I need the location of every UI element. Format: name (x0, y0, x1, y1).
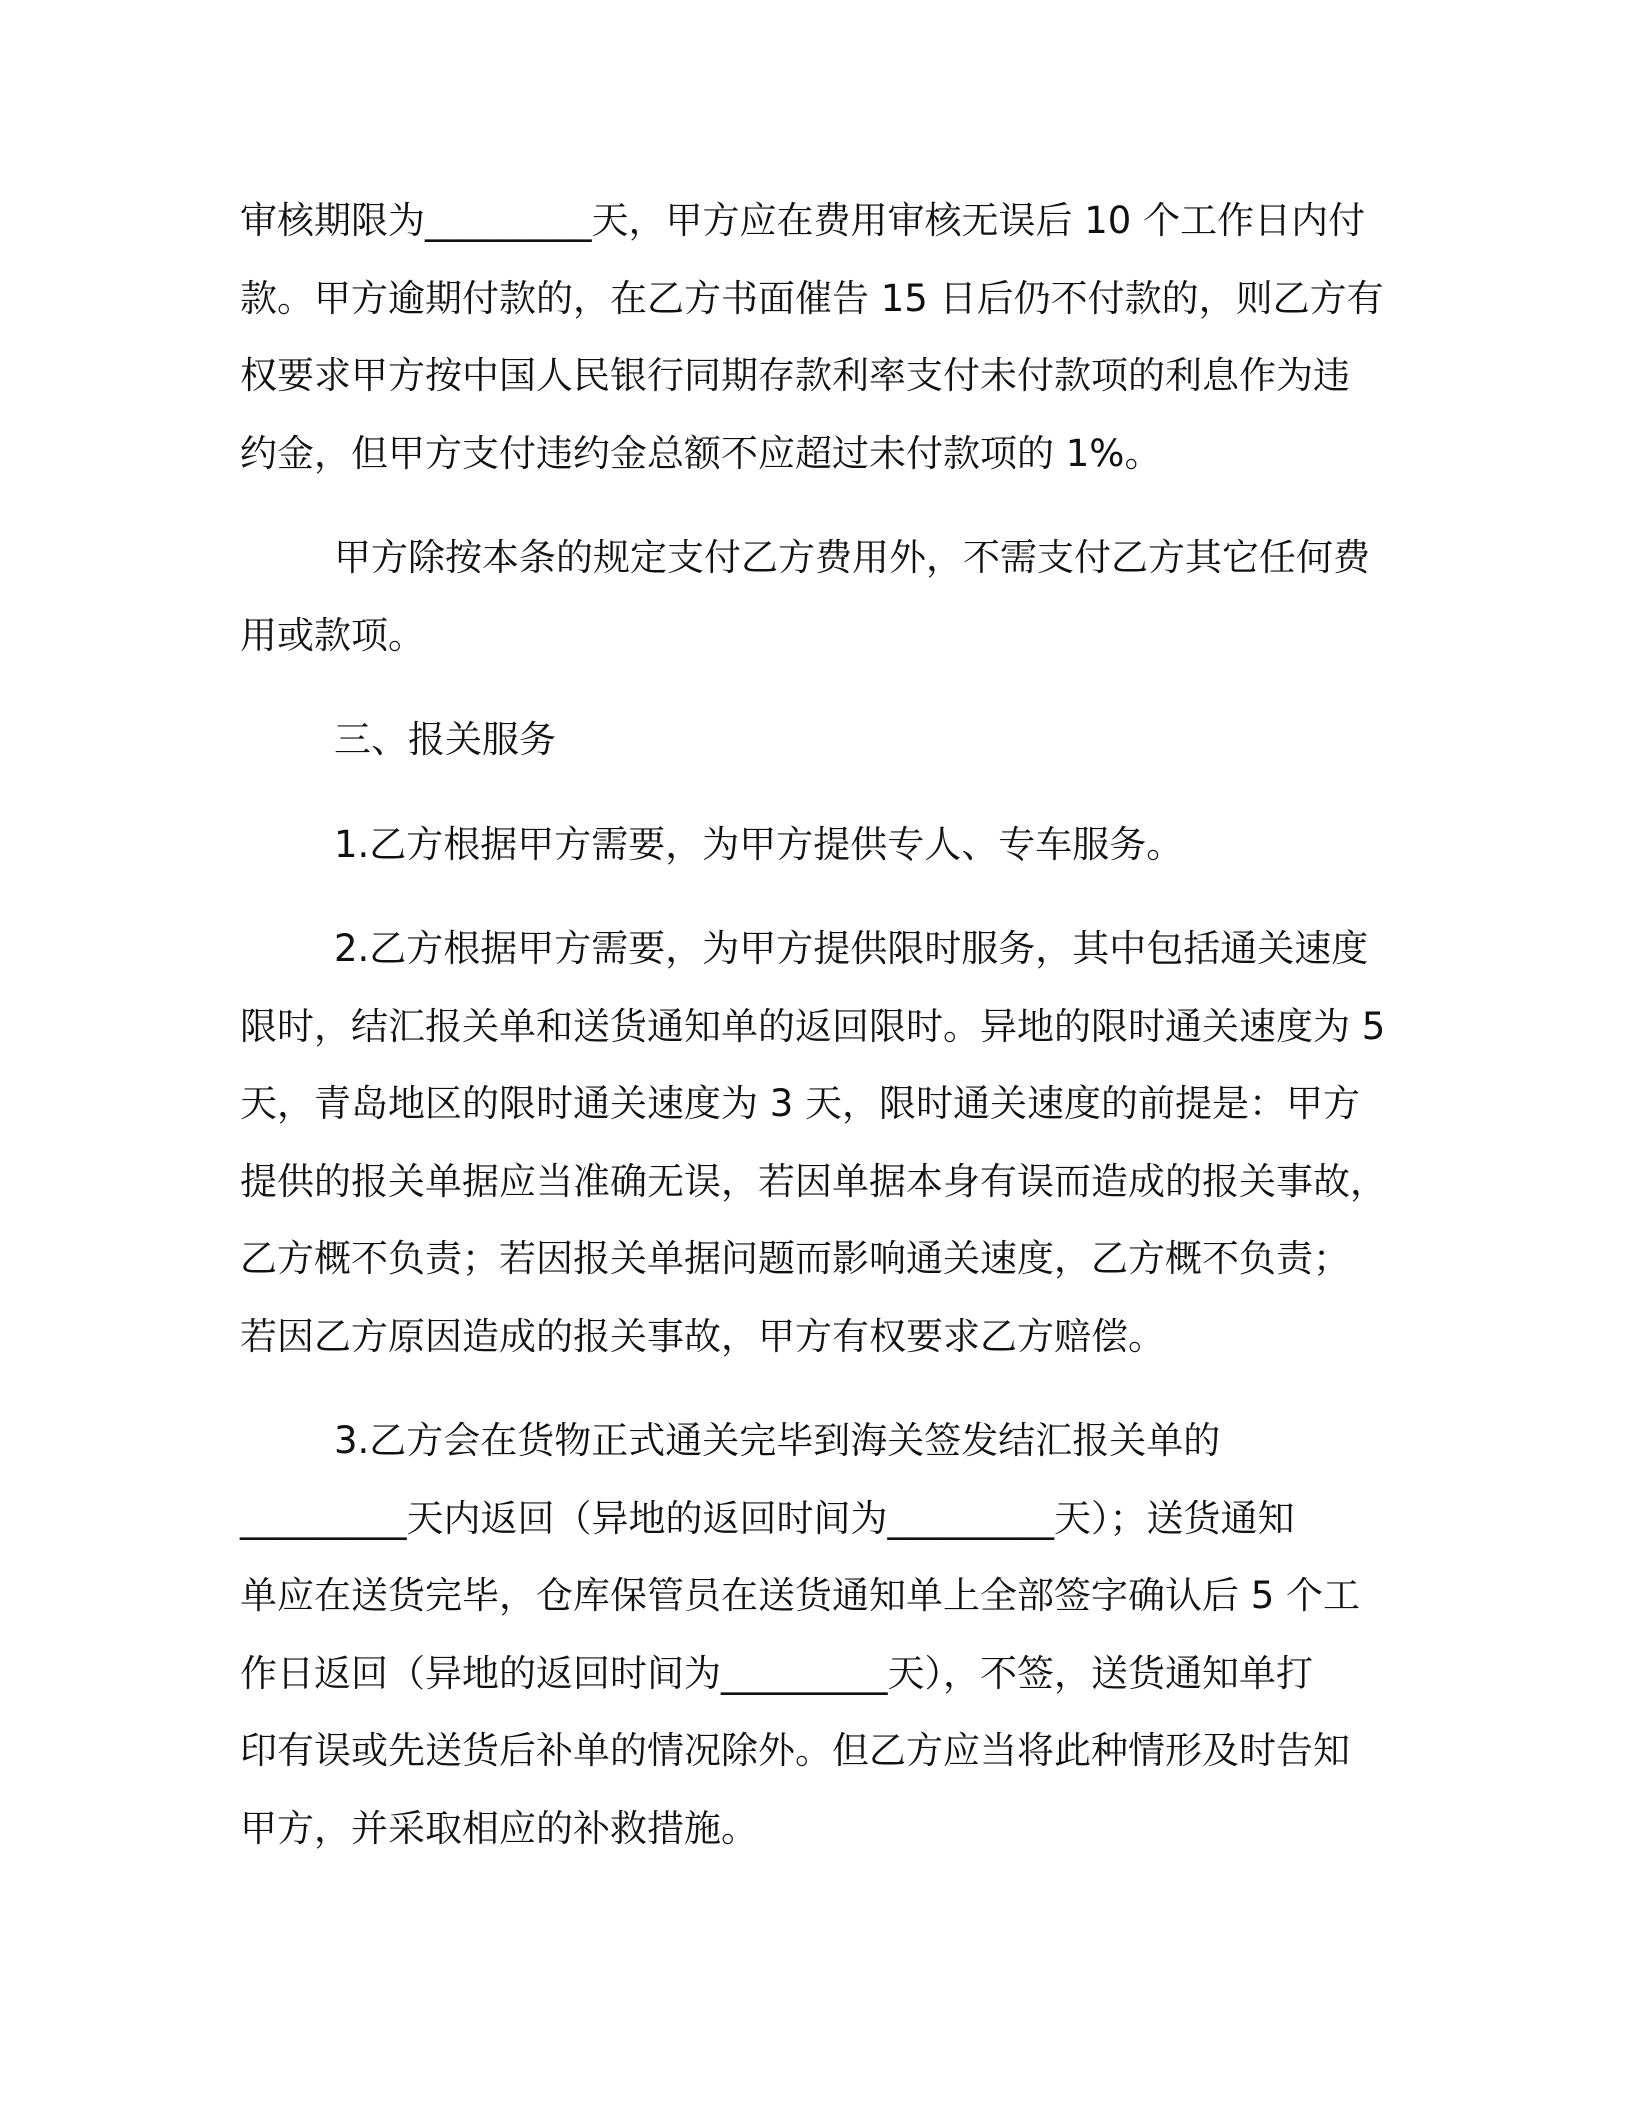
text-line: 权要求甲方按中国人民银行同期存款利率支付未付款项的利息作为违 (240, 354, 1350, 397)
paragraph-no-other-fees (240, 519, 1390, 674)
paragraph-payment-terms (240, 182, 1390, 492)
text-line: 用或款项。 (240, 613, 425, 657)
text-line: 审核期限为_________天，甲方应在费用审核无误后 10 个工作日内付 (240, 199, 1366, 242)
section-heading: 三、报关服务 (334, 718, 556, 761)
text-line: 2.乙方根据甲方需要，为甲方提供限时服务，其中包括通关速度 (334, 927, 1369, 970)
text-line: 限时，结汇报关单和送货通知单的返回限时。异地的限时通关速度为 5 (240, 1004, 1386, 1048)
text-line: 3.乙方会在货物正式通关完毕到海关签发结汇报关单的 (334, 1419, 1221, 1462)
text-line: 作日返回（异地的返回时间为_________天），不签，送货通知单打 (240, 1651, 1313, 1695)
clause-3 (240, 1402, 1390, 1867)
text-line: 约金，但甲方支付违约金总额不应超过未付款项的 1%。 (240, 431, 1162, 475)
document-body (240, 182, 1390, 1894)
text-line: 提供的报关单据应当准确无误，若因单据本身有误而造成的报关事故， (240, 1159, 1387, 1203)
text-line: _________天内返回（异地的返回时间为_________天）；送货通知 (240, 1496, 1295, 1540)
text-line: 印有误或先送货后补单的情况除外。但乙方应当将此种情形及时告知 (240, 1729, 1350, 1772)
text-line: 款。甲方逾期付款的，在乙方书面催告 15 日后仍不付款的，则乙方有 (240, 276, 1384, 320)
text-line: 乙方概不负责；若因报关单据问题而影响通关速度，乙方概不负责； (240, 1237, 1350, 1280)
text-line: 甲方除按本条的规定支付乙方费用外，不需支付乙方其它任何费 (334, 536, 1370, 579)
clause-1 (240, 806, 1390, 884)
clause-2 (240, 910, 1390, 1375)
section-heading-customs-service (240, 701, 1390, 779)
text-line: 若因乙方原因造成的报关事故，甲方有权要求乙方赔偿。 (240, 1314, 1165, 1358)
text-line: 天，青岛地区的限时通关速度为 3 天，限时通关速度的前提是：甲方 (240, 1082, 1361, 1125)
text-line: 1.乙方根据甲方需要，为甲方提供专人、专车服务。 (334, 822, 1184, 866)
text-line: 甲方，并采取相应的补救措施。 (240, 1806, 758, 1850)
text-line: 单应在送货完毕，仓库保管员在送货通知单上全部签字确认后 5 个工 (240, 1574, 1361, 1617)
